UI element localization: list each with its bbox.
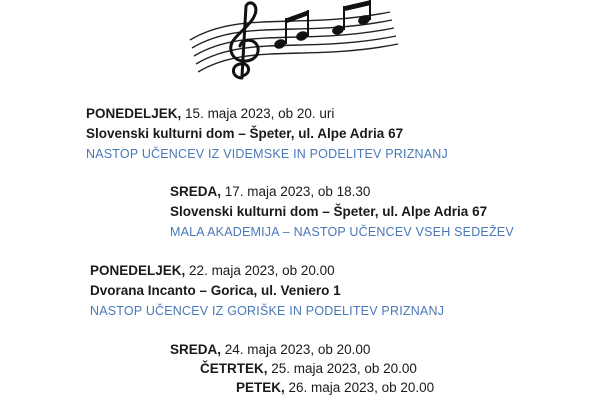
event-date-time: 22. maja 2023, ob 20.00 xyxy=(189,263,335,278)
event-date xyxy=(236,378,434,398)
event-date-time: 17. maja 2023, ob 18.30 xyxy=(224,184,371,199)
event-5 xyxy=(200,359,417,379)
event-3 xyxy=(90,261,444,321)
event-program: NASTOP UČENCEV IZ VIDEMSKE IN PODELITEV PRIZNANJ xyxy=(86,147,448,161)
event-day: SREDA, xyxy=(170,342,222,357)
event-2 xyxy=(170,182,514,242)
event-date-time: 24. maja 2023, ob 20.00 xyxy=(224,342,371,357)
event-venue: Slovenski kulturni dom – Špeter, ul. Alpe Adria 67 xyxy=(86,126,404,141)
event-1 xyxy=(86,104,448,164)
event-date xyxy=(90,261,444,281)
event-day: ČETRTEK, xyxy=(200,361,268,376)
event-date xyxy=(86,104,448,124)
event-6 xyxy=(236,378,434,398)
event-day: PONEDELJEK, xyxy=(90,263,186,278)
music-staff-treble-clef-icon xyxy=(180,0,400,80)
event-day: SREDA, xyxy=(170,184,222,199)
event-venue: Slovenski kulturni dom – Špeter, ul. Alpe Adria 67 xyxy=(170,204,488,219)
event-4 xyxy=(170,340,370,360)
event-day: PONEDELJEK, xyxy=(86,106,182,121)
event-date-time: 26. maja 2023, ob 20.00 xyxy=(288,380,435,395)
event-date xyxy=(170,182,514,202)
event-venue: Dvorana Incanto – Gorica, ul. Veniero 1 xyxy=(90,283,341,298)
event-day: PETEK, xyxy=(236,380,285,395)
event-date xyxy=(170,340,370,360)
event-date-time: 15. maja 2023, ob 20. uri xyxy=(185,106,335,121)
event-date-time: 25. maja 2023, ob 20.00 xyxy=(271,361,417,376)
event-program: MALA AKADEMIJA – NASTOP UČENCEV VSEH SEDEŽEV xyxy=(170,225,514,239)
event-program: NASTOP UČENCEV IZ GORIŠKE IN PODELITEV PRIZNANJ xyxy=(90,304,445,318)
event-date xyxy=(200,359,417,379)
